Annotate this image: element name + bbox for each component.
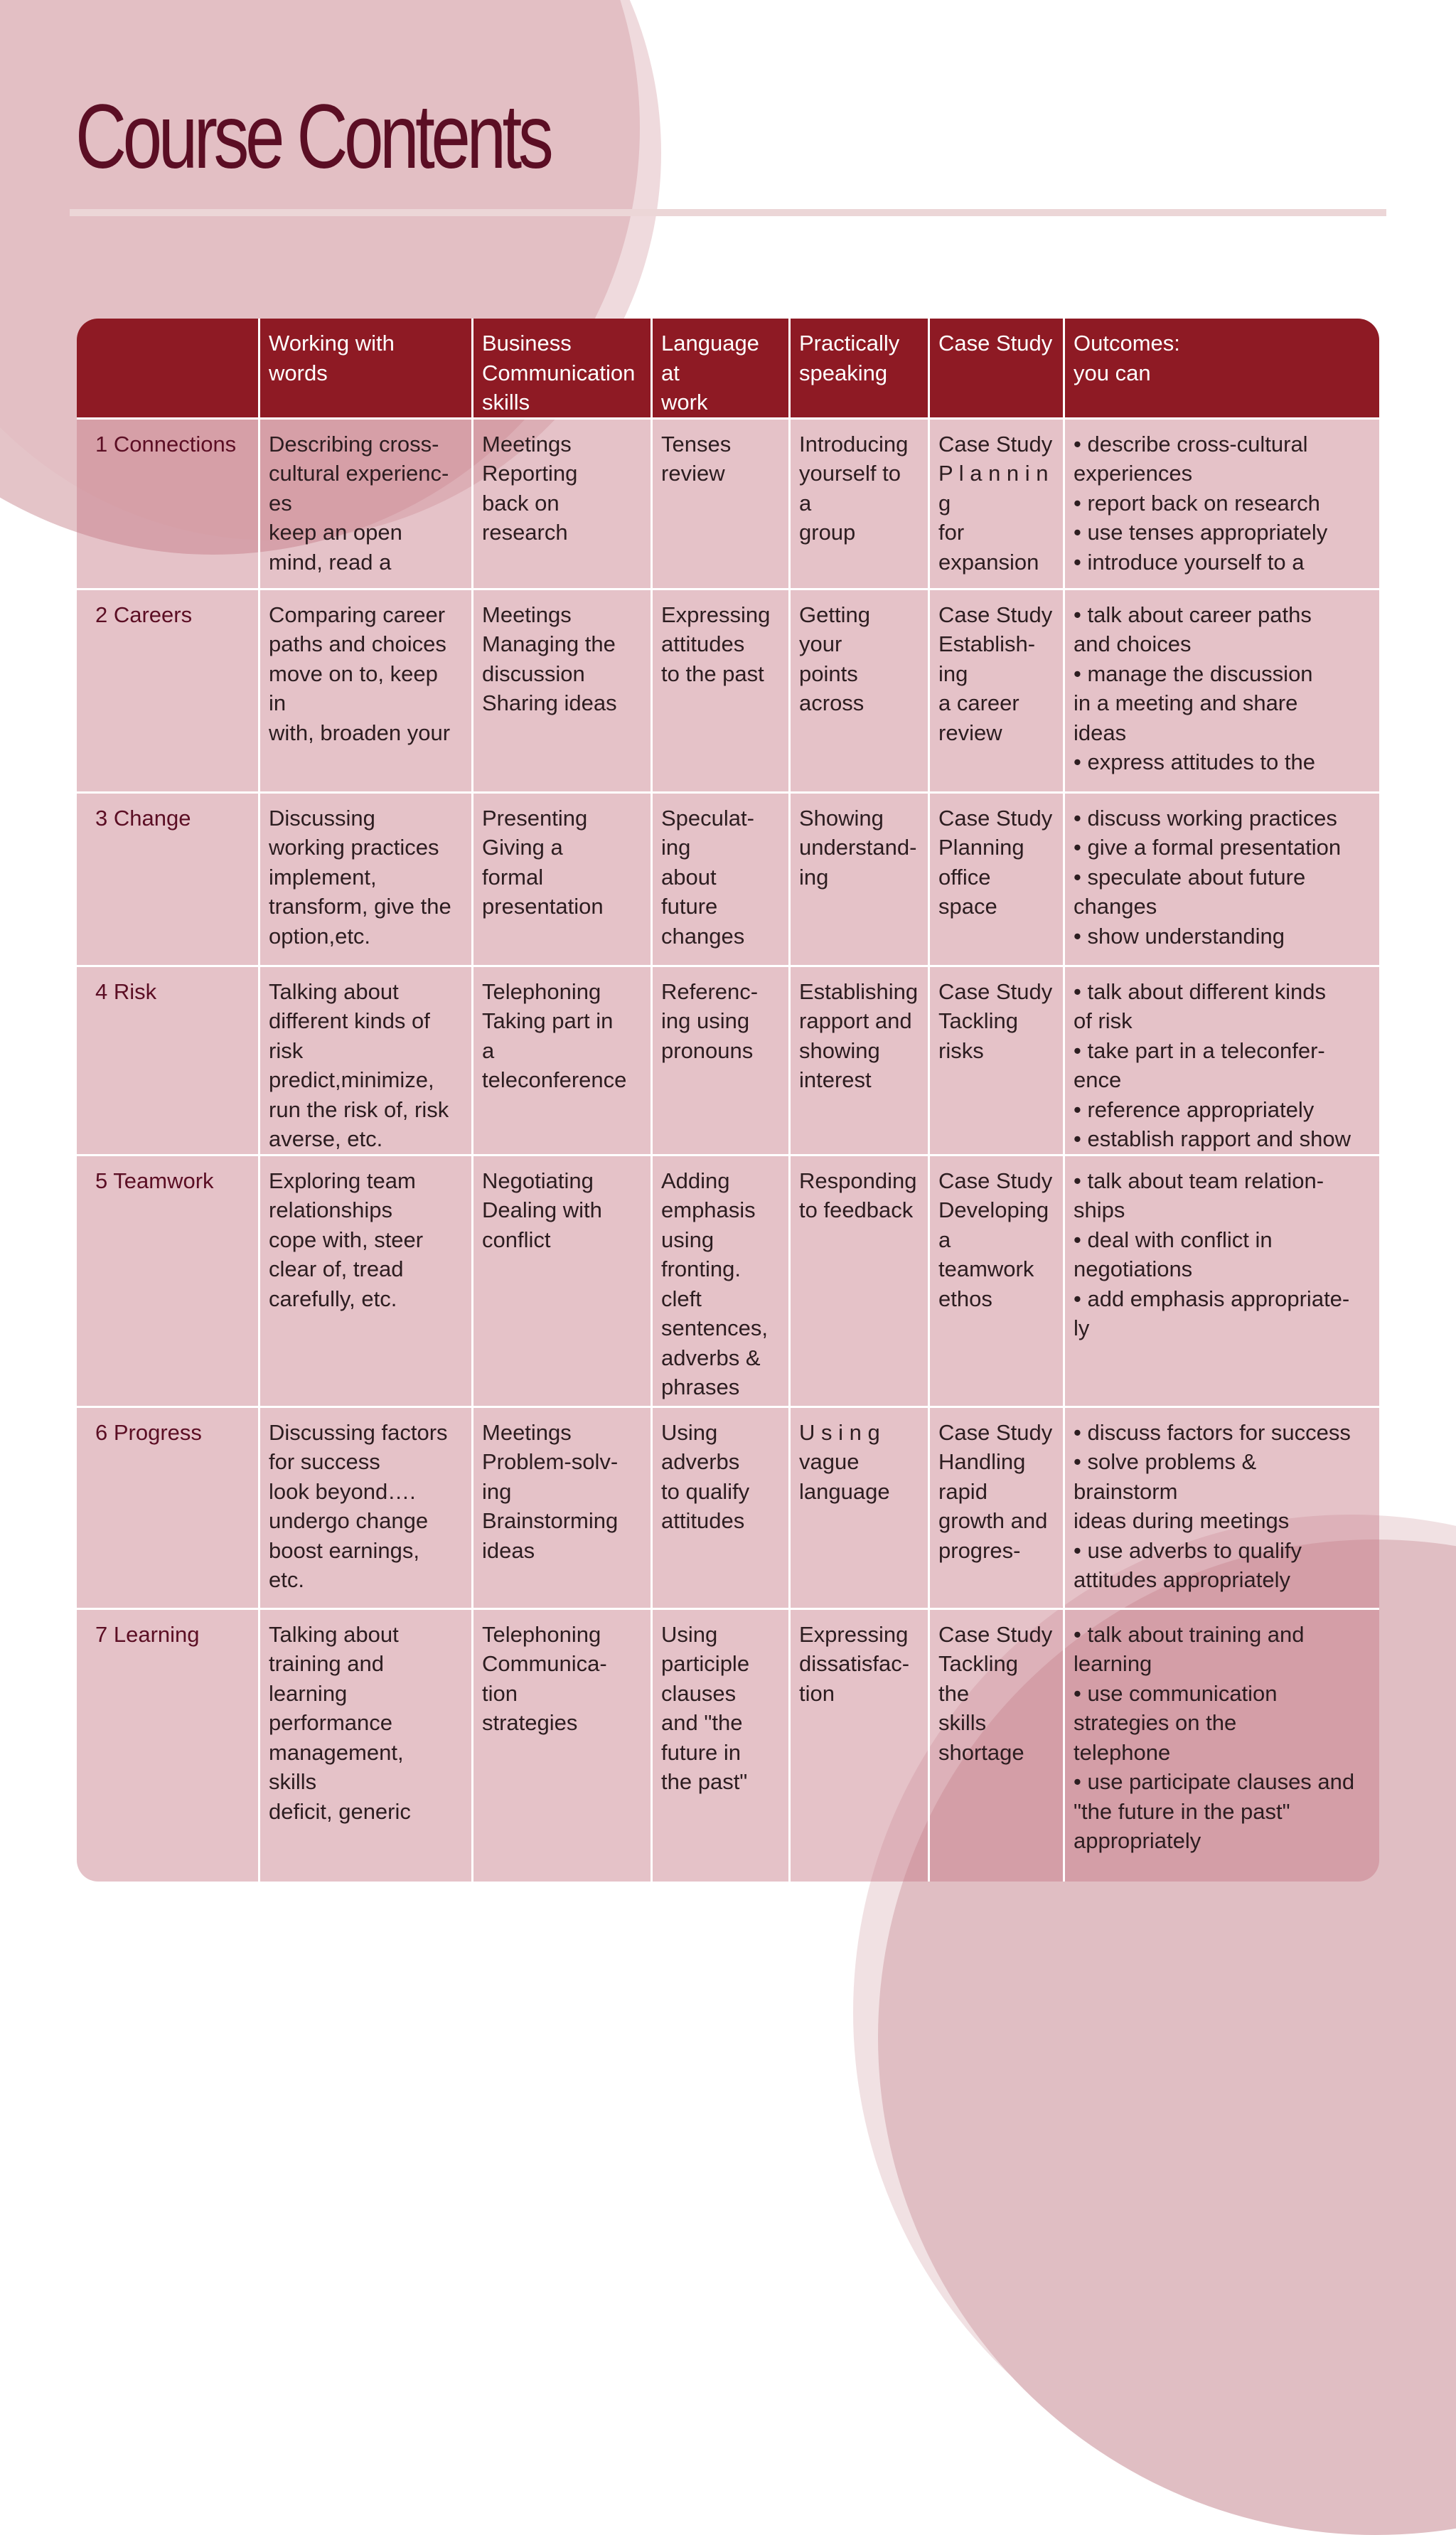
practically-speaking-cell: Responding to feedback	[791, 1156, 930, 1408]
business-communication-cell: Telephoning Taking part in a teleconference	[473, 967, 653, 1156]
outcome-line: • describe cross-cultural	[1074, 431, 1308, 457]
header-business-communication: Business Communication skills	[473, 319, 653, 420]
outcome-line: • discuss working practices	[1074, 805, 1337, 831]
outcome-line: • solve problems &	[1074, 1449, 1257, 1474]
practically-speaking-cell: U s i n g vague language	[791, 1408, 930, 1610]
language-at-work-cell: Using participle clauses and "the future in the past"	[653, 1610, 791, 1882]
outcome-line: negotiations	[1074, 1256, 1193, 1281]
business-communication-cell: Meetings Problem-solv- ing Brainstorming ideas	[473, 1408, 653, 1610]
business-communication-cell: Telephoning Communica- tion strategies	[473, 1610, 653, 1882]
language-at-work-cell: Referenc- ing using pronouns	[653, 967, 791, 1156]
unit-name: 2 Careers	[77, 590, 260, 794]
language-at-work-cell: Adding emphasis using fronting. cleft sentences, adverbs & phrases	[653, 1156, 791, 1408]
outcome-line: • introduce yourself to a	[1074, 549, 1305, 575]
table-row	[77, 1610, 1379, 1882]
outcome-line: changes	[1074, 894, 1157, 919]
outcomes-cell	[1065, 1408, 1379, 1610]
business-communication-cell: Meetings Reporting back on research	[473, 420, 653, 590]
outcome-line: and choices	[1074, 631, 1192, 656]
outcome-line: ideas	[1074, 720, 1127, 745]
unit-name: 7 Learning	[77, 1610, 260, 1882]
outcome-line: attitudes appropriately	[1074, 1567, 1291, 1592]
page-title: Course Contents	[75, 86, 550, 188]
outcome-line: • talk about career paths	[1074, 602, 1312, 627]
outcome-line: • use adverbs to qualify	[1074, 1537, 1302, 1563]
outcomes-cell	[1065, 794, 1379, 967]
language-at-work-cell: Speculat- ing about future changes	[653, 794, 791, 967]
outcomes-cell	[1065, 967, 1379, 1156]
language-at-work-cell: Using adverbs to qualify attitudes	[653, 1408, 791, 1610]
outcome-line: • talk about training and	[1074, 1621, 1305, 1647]
outcome-line: • give a formal presentation	[1074, 835, 1342, 860]
course-contents-table	[77, 319, 1379, 1882]
outcome-line: ence	[1074, 1067, 1122, 1092]
table-row	[77, 794, 1379, 967]
outcome-line: • deal with conflict in	[1074, 1227, 1273, 1252]
outcome-line: • use tenses appropriately	[1074, 520, 1328, 545]
outcome-line: of risk	[1074, 1008, 1133, 1033]
outcome-line: • show understanding	[1074, 923, 1285, 949]
case-study-cell: Case Study Handling rapid growth and progres-	[930, 1408, 1065, 1610]
header-language-at-work: Language at work	[653, 319, 791, 420]
header-outcomes: Outcomes: you can	[1065, 319, 1379, 420]
case-study-cell: Case Study Planning office space	[930, 794, 1065, 967]
outcome-line: • talk about team relation-	[1074, 1168, 1324, 1193]
case-study-cell: Case Study Developing a teamwork ethos	[930, 1156, 1065, 1408]
outcomes-cell	[1065, 590, 1379, 794]
case-study-cell: Case Study P l a n n i n g for expansion	[930, 420, 1065, 590]
outcome-line: ideas during meetings	[1074, 1508, 1290, 1533]
outcomes-cell	[1065, 1610, 1379, 1882]
unit-name: 5 Teamwork	[77, 1156, 260, 1408]
outcomes-cell	[1065, 1156, 1379, 1408]
header-case-study: Case Study	[930, 319, 1065, 420]
outcome-line: • report back on research	[1074, 490, 1320, 516]
outcome-line: • manage the discussion	[1074, 661, 1313, 686]
outcome-line: experiences	[1074, 461, 1193, 486]
case-study-cell: Case Study Tackling the skills shortage	[930, 1610, 1065, 1882]
outcome-line: "the future in the past"	[1074, 1798, 1290, 1824]
case-study-cell: Case Study Tackling risks	[930, 967, 1065, 1156]
outcome-line: • talk about different kinds	[1074, 978, 1326, 1004]
unit-name: 1 Connections	[77, 420, 260, 590]
case-study-cell: Case Study Establish- ing a career review	[930, 590, 1065, 794]
outcome-line: • express attitudes to the	[1074, 749, 1315, 774]
practically-speaking-cell: Showing understand- ing	[791, 794, 930, 967]
working-with-words-cell: Talking about different kinds of risk predict,minimize, run the risk of, risk averse, etc.	[260, 967, 473, 1156]
title-underline-divider	[70, 209, 1386, 216]
working-with-words-cell: Comparing career paths and choices move on to, keep in with, broaden your	[260, 590, 473, 794]
outcome-line: telephone	[1074, 1739, 1171, 1765]
outcome-line: in a meeting and share	[1074, 690, 1298, 715]
table-row	[77, 420, 1379, 590]
outcome-line: • speculate about future	[1074, 864, 1306, 890]
business-communication-cell: Negotiating Dealing with conflict	[473, 1156, 653, 1408]
practically-speaking-cell: Introducing yourself to a group	[791, 420, 930, 590]
working-with-words-cell: Exploring team relationships cope with, steer clear of, tread carefully, etc.	[260, 1156, 473, 1408]
language-at-work-cell: Tenses review	[653, 420, 791, 590]
outcome-line: • reference appropriately	[1074, 1096, 1315, 1122]
practically-speaking-cell: Establishing rapport and showing interest	[791, 967, 930, 1156]
outcome-line: • discuss factors for success	[1074, 1419, 1351, 1445]
outcome-line: ly	[1074, 1315, 1090, 1340]
unit-name: 3 Change	[77, 794, 260, 967]
table-row	[77, 1156, 1379, 1408]
practically-speaking-cell: Getting your points across	[791, 590, 930, 794]
outcome-line: • take part in a teleconfer-	[1074, 1037, 1325, 1063]
table-row	[77, 1408, 1379, 1610]
outcome-line: • use communication	[1074, 1680, 1278, 1706]
working-with-words-cell: Discussing factors for success look beyond…. undergo change boost earnings, etc.	[260, 1408, 473, 1610]
language-at-work-cell: Expressing attitudes to the past	[653, 590, 791, 794]
unit-name: 4 Risk	[77, 967, 260, 1156]
outcome-line: appropriately	[1074, 1828, 1201, 1853]
header-unit	[77, 319, 260, 420]
header-working-with-words: Working with words	[260, 319, 473, 420]
working-with-words-cell: Talking about training and learning performance management, skills deficit, generic	[260, 1610, 473, 1882]
header-practically-speaking: Practically speaking	[791, 319, 930, 420]
outcome-line: • use participate clauses and	[1074, 1769, 1355, 1794]
working-with-words-cell: Discussing working practices implement, transform, give the option,etc.	[260, 794, 473, 967]
outcome-line: brainstorm	[1074, 1478, 1178, 1504]
working-with-words-cell: Describing cross- cultural experienc- es keep an open mind, read a	[260, 420, 473, 590]
outcomes-cell	[1065, 420, 1379, 590]
outcome-line: • add emphasis appropriate-	[1074, 1286, 1350, 1311]
practically-speaking-cell: Expressing dissatisfac- tion	[791, 1610, 930, 1882]
outcome-line: learning	[1074, 1651, 1152, 1676]
unit-name: 6 Progress	[77, 1408, 260, 1610]
business-communication-cell: Meetings Managing the discussion Sharing ideas	[473, 590, 653, 794]
outcome-line: • establish rapport and show	[1074, 1126, 1351, 1151]
business-communication-cell: Presenting Giving a formal presentation	[473, 794, 653, 967]
table-row	[77, 590, 1379, 794]
table-row	[77, 967, 1379, 1156]
table-header-row	[77, 319, 1379, 420]
outcome-line: strategies on the	[1074, 1710, 1237, 1735]
outcome-line: ships	[1074, 1197, 1125, 1222]
